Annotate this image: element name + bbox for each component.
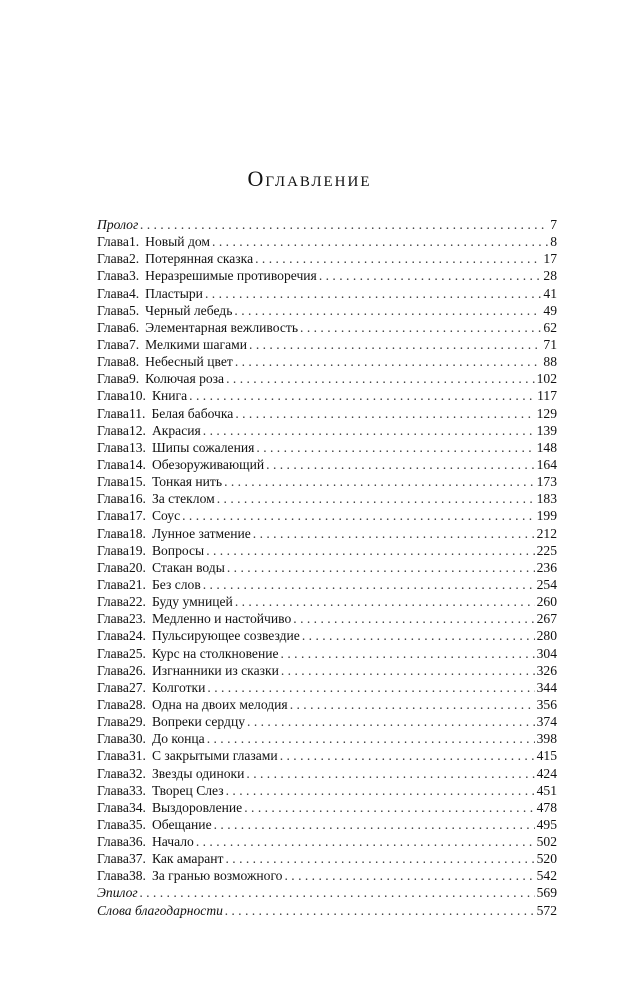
entry-title: Одна на двоих мелодия [151,696,288,712]
entry-title: Элементарная вежливость [145,319,299,335]
chapter-number: 1. [128,234,140,250]
page-number: 148 [536,439,557,455]
chapter-number: 14. [128,456,146,472]
dot-leader [244,799,534,816]
page-number: 225 [536,542,557,558]
dot-leader [207,679,534,696]
chapter-prefix: Глава [97,456,129,472]
toc-chapter-entry[interactable] [97,816,557,833]
entry-title: Пластыри [145,285,203,301]
dot-leader [290,696,535,713]
dot-leader [214,816,535,833]
chapter-prefix: Глава [97,628,129,644]
chapter-prefix: Глава [97,542,129,558]
toc-chapter-entry[interactable] [97,782,557,799]
entry-title: Акрасия [151,422,201,438]
toc-chapter-entry[interactable] [97,627,557,644]
chapter-number: 32. [128,765,146,781]
dot-leader [249,336,541,353]
dot-leader [224,473,535,490]
entry-title: За стеклом [151,491,215,507]
entry-title: Лунное затмение [151,525,251,541]
chapter-prefix: Глава [97,559,129,575]
chapter-number: 6. [128,319,140,335]
toc-chapter-entry[interactable] [97,233,557,250]
dot-leader [225,902,535,919]
page-number: 102 [536,371,557,387]
chapter-number: 27. [128,679,146,695]
toc-section-entry[interactable] [97,216,557,233]
toc-chapter-entry[interactable] [97,319,557,336]
chapter-number: 29. [128,714,146,730]
page-number: 260 [536,594,557,610]
page-number: 71 [543,336,557,352]
page-number: 267 [536,611,557,627]
entry-title: Звезды одиноки [151,765,245,781]
chapter-number: 37. [128,851,146,867]
dot-leader [235,593,535,610]
page-number: 304 [536,645,557,661]
dot-leader [302,627,535,644]
chapter-number: 28. [128,696,146,712]
dot-leader [227,559,535,576]
chapter-number: 19. [128,542,146,558]
entry-title: Вопросы [151,542,205,558]
chapter-prefix: Глава [97,388,129,404]
dot-leader [182,507,534,524]
toc-chapter-entry[interactable] [97,370,557,387]
dot-leader [140,216,548,233]
chapter-number: 16. [128,491,146,507]
chapter-prefix: Глава [97,696,129,712]
page-number: 569 [536,885,557,901]
page-number: 88 [543,354,557,370]
chapter-number: 10. [128,388,146,404]
chapter-number: 4. [128,285,140,301]
toc-chapter-entry[interactable] [97,267,557,284]
entry-title: Творец Слез [151,782,224,798]
toc-chapter-entry[interactable] [97,473,557,490]
toc-section-entry[interactable] [97,884,557,901]
entry-title: Небесный цвет [145,354,233,370]
entry-title: Мелкими шагами [145,336,248,352]
entry-title: Слова благодарности [97,902,223,918]
chapter-number: 18. [128,525,146,541]
dot-leader [255,250,541,267]
page-number: 139 [536,422,557,438]
dot-leader [225,850,534,867]
toc-chapter-entry[interactable] [97,422,557,439]
chapter-number: 24. [128,628,146,644]
page-number: 398 [536,731,557,747]
chapter-prefix: Глава [97,268,129,284]
chapter-prefix: Глава [97,474,129,490]
dot-leader [203,576,535,593]
chapter-prefix: Глава [97,576,129,592]
page-number: 129 [536,405,557,421]
toc-chapter-entry[interactable] [97,559,557,576]
dot-leader [319,267,542,284]
chapter-prefix: Глава [97,868,129,884]
toc-chapter-entry[interactable] [97,353,557,370]
toc-chapter-entry[interactable] [97,507,557,524]
page-number: 164 [536,456,557,472]
page-number: 326 [536,662,557,678]
page-number: 7 [550,217,557,232]
entry-title: Начало [151,834,194,850]
chapter-number: 5. [128,302,140,318]
dot-leader [281,645,535,662]
page-number: 495 [536,816,557,832]
dot-leader [205,285,541,302]
entry-title: Белая бабочка [151,405,234,421]
toc-chapter-entry[interactable] [97,439,557,456]
chapter-prefix: Глава [97,679,129,695]
toc-chapter-entry[interactable] [97,456,557,473]
page-number: 254 [536,576,557,592]
chapter-number: 31. [128,748,146,764]
chapter-prefix: Глава [97,611,129,627]
dot-leader [206,542,534,559]
page-number: 199 [536,508,557,524]
chapter-number: 36. [128,834,146,850]
entry-title: Шипы сожаления [151,439,255,455]
entry-title: Новый дом [145,234,211,250]
dot-leader [226,782,535,799]
toc-chapter-entry[interactable] [97,730,557,747]
page-number: 41 [543,285,557,301]
chapter-number: 2. [128,251,140,267]
chapter-prefix: Глава [97,405,129,421]
entry-title: Книга [151,388,188,404]
chapter-prefix: Глава [97,302,129,318]
dot-leader [235,405,534,422]
dot-leader [293,610,534,627]
page-number: 117 [537,388,557,404]
dot-leader [203,422,535,439]
chapter-prefix: Глава [97,731,129,747]
dot-leader [235,353,542,370]
page-number: 572 [536,902,557,918]
chapter-prefix: Глава [97,851,129,867]
entry-title: Обещание [151,816,212,832]
chapter-prefix: Глава [97,594,129,610]
toc-chapter-entry[interactable] [97,867,557,884]
entry-title: Как амарант [151,851,224,867]
entry-title: С закрытыми глазами [151,748,278,764]
chapter-number: 17. [128,508,146,524]
toc-chapter-entry[interactable] [97,490,557,507]
dot-leader [284,867,534,884]
chapter-prefix: Глава [97,422,129,438]
toc-chapter-entry[interactable] [97,850,557,867]
chapter-prefix: Глава [97,834,129,850]
chapter-prefix: Глава [97,354,129,370]
toc-chapter-entry[interactable] [97,387,557,404]
chapter-prefix: Глава [97,491,129,507]
chapter-number: 26. [128,662,146,678]
page-number: 520 [536,851,557,867]
page-number: 356 [536,696,557,712]
dot-leader [189,387,535,404]
entry-title: Стакан воды [151,559,225,575]
entry-title: Потерянная сказка [145,251,254,267]
dot-leader [266,456,534,473]
entry-title: Пролог [97,217,139,232]
toc-chapter-entry[interactable] [97,765,557,782]
toc-chapter-entry[interactable] [97,645,557,662]
dot-leader [246,765,534,782]
toc-chapter-entry[interactable] [97,662,557,679]
toc-chapter-entry[interactable] [97,525,557,542]
dot-leader [300,319,541,336]
chapter-number: 34. [128,799,146,815]
dot-leader [217,490,535,507]
toc-chapter-entry[interactable] [97,696,557,713]
chapter-number: 23. [128,611,146,627]
entry-title: Медленно и настойчиво [151,611,292,627]
page-number: 236 [536,559,557,575]
dot-leader [281,662,535,679]
chapter-prefix: Глава [97,234,129,250]
chapter-prefix: Глава [97,319,129,335]
chapter-prefix: Глава [97,714,129,730]
chapter-prefix: Глава [97,525,129,541]
toc-chapter-entry[interactable] [97,542,557,559]
chapter-number: 30. [128,731,146,747]
entry-title: Вопреки сердцу [151,714,246,730]
dot-leader [212,233,548,250]
dot-leader [256,439,534,456]
entry-title: Курс на столкновение [151,645,279,661]
entry-title: Без слов [151,576,201,592]
toc-section-entry[interactable] [97,902,557,919]
toc-chapter-entry[interactable] [97,250,557,267]
chapter-prefix: Глава [97,336,129,352]
dot-leader [280,747,535,764]
toc-chapter-entry[interactable] [97,713,557,730]
entry-title: Колготки [151,679,206,695]
chapter-prefix: Глава [97,251,129,267]
toc-chapter-entry[interactable] [97,302,557,319]
chapter-prefix: Глава [97,816,129,832]
chapter-prefix: Глава [97,439,129,455]
page-number: 212 [536,525,557,541]
toc-chapter-entry[interactable] [97,593,557,610]
chapter-number: 38. [128,868,146,884]
page-number: 280 [536,628,557,644]
dot-leader [247,713,535,730]
chapter-number: 33. [128,782,146,798]
chapter-number: 7. [128,336,140,352]
chapter-prefix: Глава [97,371,129,387]
entry-title: Изгнанники из сказки [151,662,279,678]
chapter-number: 21. [128,576,146,592]
chapter-prefix: Глава [97,765,129,781]
toc-title: Оглавление [247,166,372,191]
chapter-prefix: Глава [97,782,129,798]
chapter-prefix: Глава [97,662,129,678]
page-number: 49 [543,302,557,318]
page-number: 28 [543,268,557,284]
chapter-prefix: Глава [97,285,129,301]
entry-title: Соус [151,508,181,524]
dot-leader [140,884,535,901]
entry-title: За гранью возможного [151,868,283,884]
chapter-number: 35. [128,816,146,832]
chapter-prefix: Глава [97,508,129,524]
entry-title: Черный лебедь [145,302,233,318]
page-number: 17 [543,251,557,267]
toc-list [97,216,557,919]
toc-chapter-entry[interactable] [97,576,557,593]
page-number: 451 [536,782,557,798]
page-number: 424 [536,765,557,781]
chapter-number: 8. [128,354,140,370]
chapter-number: 22. [128,594,146,610]
entry-title: Буду умницей [151,594,233,610]
entry-title: Обезоруживающий [151,456,265,472]
page-number: 542 [536,868,557,884]
page-number: 173 [536,474,557,490]
chapter-prefix: Глава [97,748,129,764]
dot-leader [207,730,535,747]
dot-leader [253,525,535,542]
page-number: 502 [536,834,557,850]
page-number: 8 [550,234,557,250]
chapter-number: 25. [128,645,146,661]
entry-title: Эпилог [97,885,138,901]
dot-leader [234,302,541,319]
entry-title: До конца [151,731,205,747]
chapter-number: 3. [128,268,140,284]
toc-chapter-entry[interactable] [97,799,557,816]
page-number: 183 [536,491,557,507]
page-number: 478 [536,799,557,815]
page-number: 415 [536,748,557,764]
page-number: 62 [543,319,557,335]
chapter-number: 20. [128,559,146,575]
toc-chapter-entry[interactable] [97,610,557,627]
chapter-prefix: Глава [97,799,129,815]
chapter-number: 13. [128,439,146,455]
entry-title: Неразрешимые противоречия [145,268,317,284]
chapter-number: 9. [128,371,140,387]
toc-chapter-entry[interactable] [97,747,557,764]
toc-chapter-entry[interactable] [97,405,557,422]
entry-title: Выздоровление [151,799,243,815]
toc-chapter-entry[interactable] [97,336,557,353]
entry-title: Пульсирующее созвездие [151,628,300,644]
entry-title: Колючая роза [145,371,225,387]
toc-chapter-entry[interactable] [97,833,557,850]
dot-leader [226,370,535,387]
chapter-number: 11. [128,405,146,421]
chapter-prefix: Глава [97,645,129,661]
chapter-number: 15. [128,474,146,490]
entry-title: Тонкая нить [151,474,223,490]
toc-chapter-entry[interactable] [97,679,557,696]
dot-leader [196,833,535,850]
chapter-number: 12. [128,422,146,438]
page-number: 344 [536,679,557,695]
page-number: 374 [536,714,557,730]
toc-chapter-entry[interactable] [97,285,557,302]
